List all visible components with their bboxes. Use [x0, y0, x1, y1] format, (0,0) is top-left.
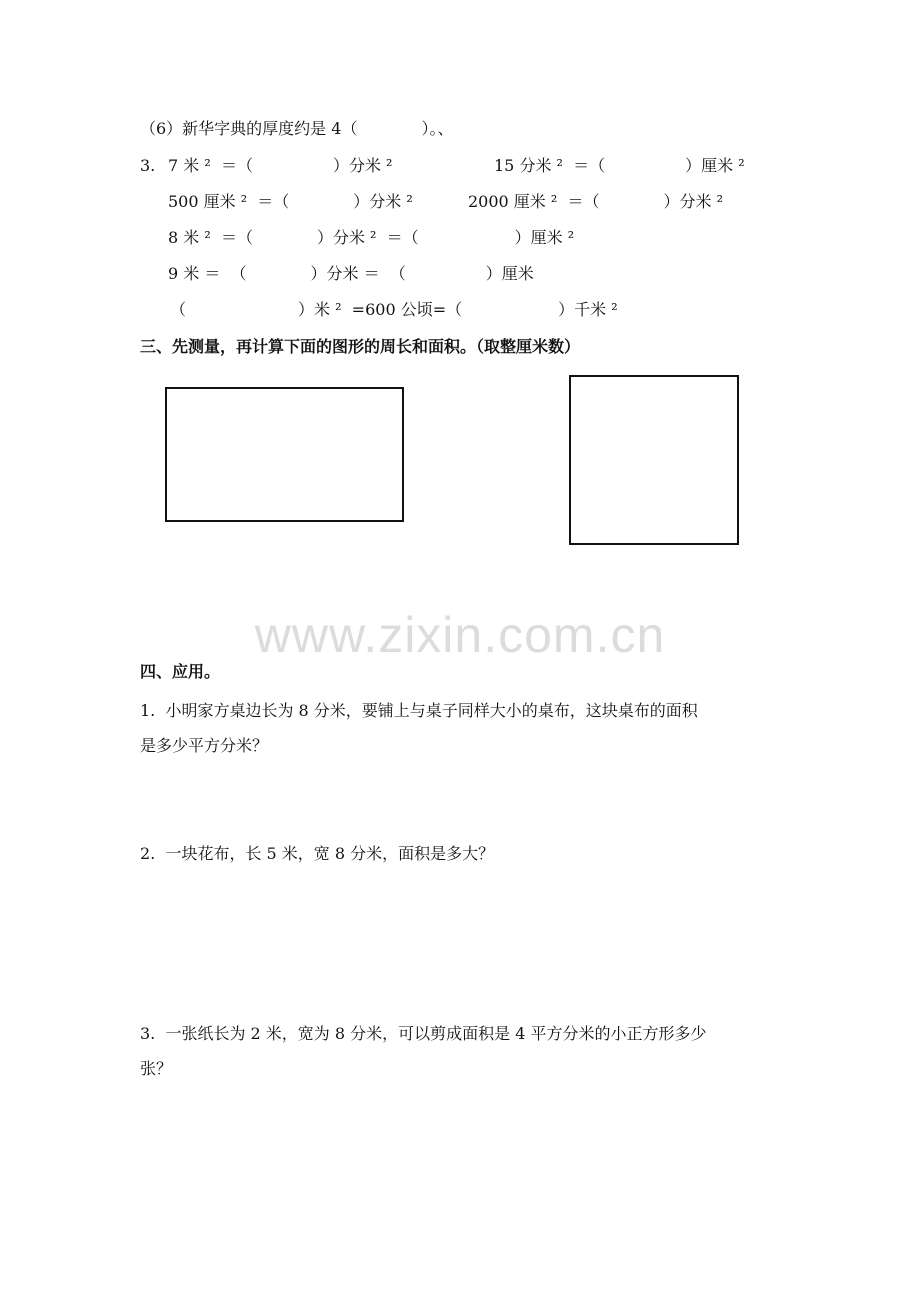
fill-question-3-number: 3. — [140, 156, 156, 175]
section4-heading: 四、应用。 — [140, 662, 221, 681]
fill-row1-left: 7 米 ² ＝（ ）分米 ² — [168, 156, 393, 175]
fill-row4: 9 米 ＝ （ ）分米 ＝ （ ）厘米 — [168, 264, 534, 283]
fill-row2-left: 500 厘米 ² ＝（ ）分米 ² — [168, 192, 413, 211]
fill-question-6: （6）新华字典的厚度约是 4（ ）。、 — [140, 119, 454, 138]
square-figure — [569, 375, 739, 545]
application-question-3-line-2: 张？ — [140, 1059, 173, 1078]
application-question-3-line-1: 3. 一张纸长为 2 米，宽为 8 分米，可以剪成面积是 4 平方分米的小正方形多少 — [140, 1024, 707, 1043]
application-question-1-line-2: 是多少平方分米？ — [140, 736, 269, 755]
fill-row2-right: 2000 厘米 ² ＝（ ）分米 ² — [468, 192, 723, 211]
watermark: www.zixin.com.cn — [254, 607, 666, 663]
section3-heading: 三、先测量，再计算下面的图形的周长和面积。（取整厘米数） — [140, 337, 581, 356]
application-question-2: 2. 一块花布，长 5 米，宽 8 分米，面积是多大？ — [140, 844, 495, 863]
application-question-1-line-1: 1. 小明家方桌边长为 8 分米，要铺上与桌子同样大小的桌布，这块桌布的面积 — [140, 701, 698, 720]
fill-row1-right: 15 分米 ² ＝（ ）厘米 ² — [494, 156, 745, 175]
fill-row5: （ ）米 ² =600 公顷=（ ）千米 ² — [170, 300, 618, 319]
rectangle-figure — [165, 387, 404, 522]
fill-row3: 8 米 ² ＝（ ）分米 ² ＝（ ）厘米 ² — [168, 228, 575, 247]
